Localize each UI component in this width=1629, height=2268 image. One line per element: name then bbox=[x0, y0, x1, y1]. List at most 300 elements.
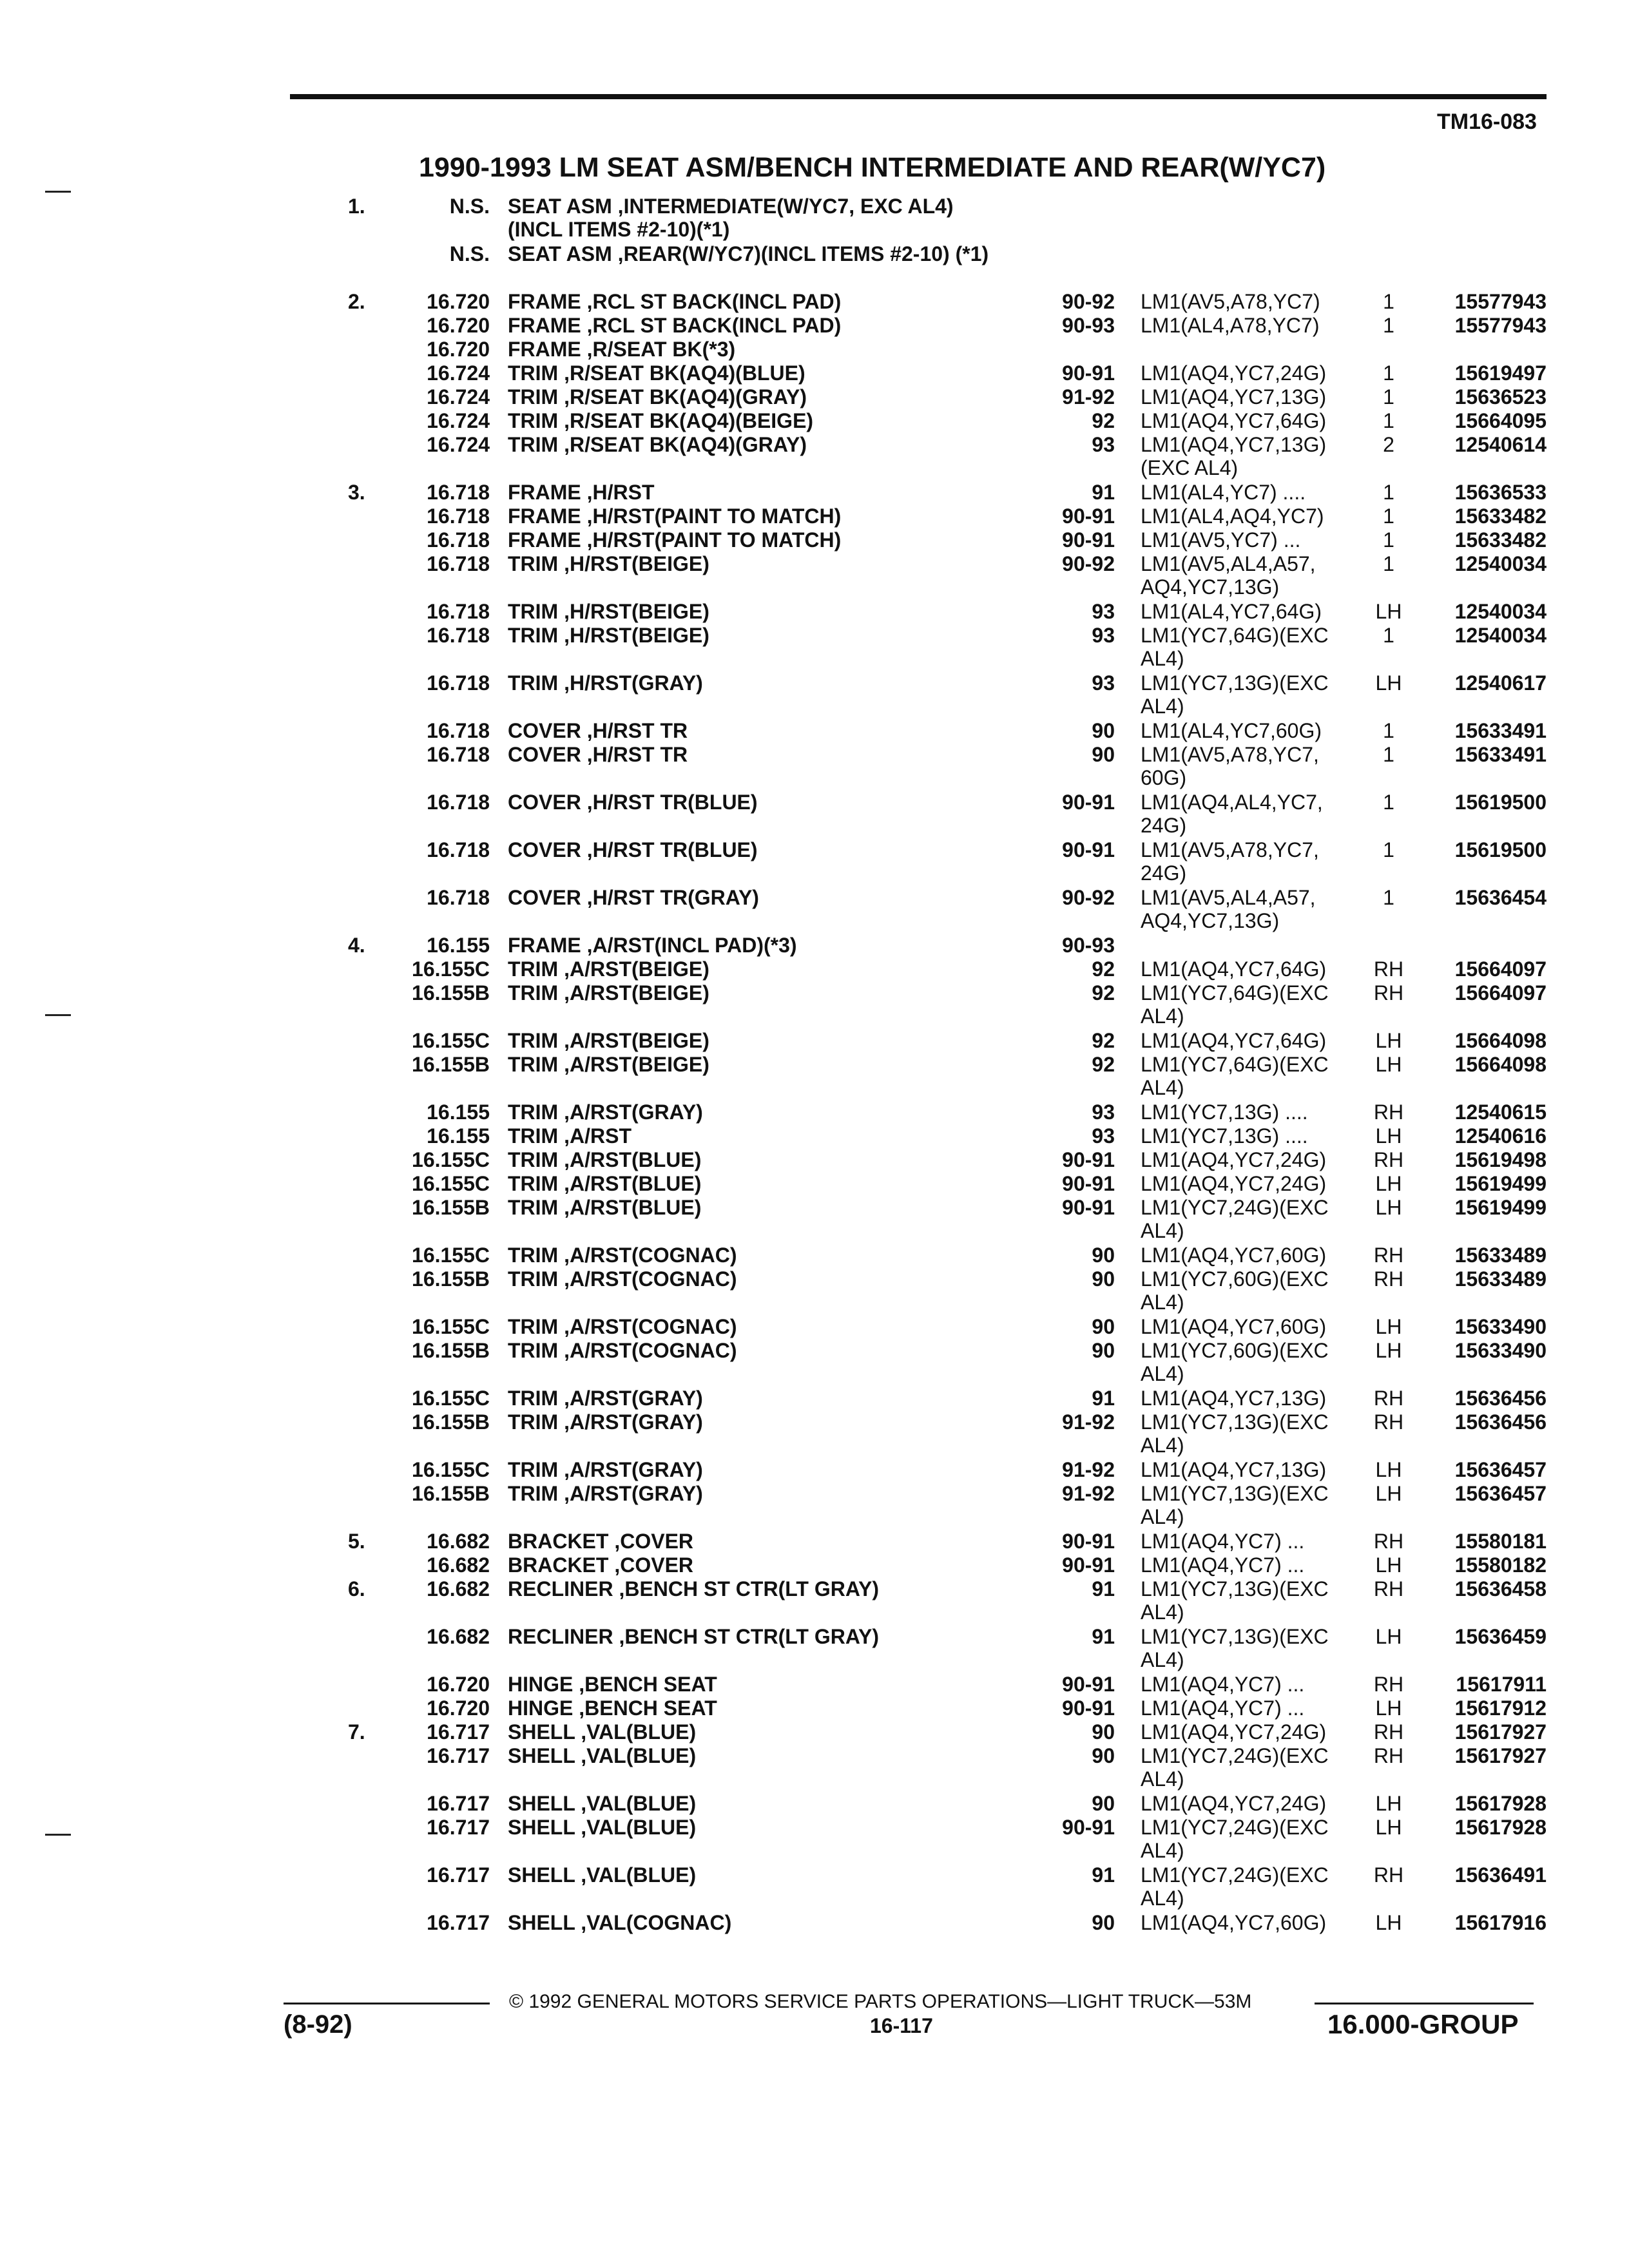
part-number: 12540617 bbox=[1454, 671, 1547, 695]
part-description: COVER ,H/RST TR bbox=[508, 719, 688, 742]
illustration-number: 16.718 bbox=[427, 719, 490, 742]
illustration-number: 16.155B bbox=[412, 1339, 490, 1362]
part-description: COVER ,H/RST TR bbox=[508, 743, 688, 766]
model-years: 90-91 bbox=[1062, 1696, 1115, 1720]
illustration-number: 16.724 bbox=[427, 361, 490, 385]
item-ref: 3. bbox=[348, 481, 365, 504]
part-description: SHELL ,VAL(BLUE) bbox=[508, 1816, 697, 1839]
model-years: 90 bbox=[1092, 1339, 1115, 1362]
usage-codes: LM1(YC7,24G)(EXC AL4) bbox=[1141, 1196, 1329, 1242]
part-number: 15633490 bbox=[1454, 1315, 1547, 1338]
part-number: 15664098 bbox=[1454, 1029, 1547, 1052]
part-number: 15577943 bbox=[1454, 314, 1547, 337]
illustration-number: 16.720 bbox=[427, 290, 490, 313]
quantity: LH bbox=[1375, 1482, 1402, 1505]
illustration-number: 16.717 bbox=[427, 1720, 490, 1744]
table-row bbox=[0, 1148, 1629, 1172]
part-description: TRIM ,A/RST(BEIGE) bbox=[508, 1029, 709, 1052]
usage-codes: LM1(AQ4,YC7,13G) bbox=[1141, 385, 1327, 408]
usage-codes: LM1(AL4,AQ4,YC7) bbox=[1141, 505, 1324, 528]
part-description: COVER ,H/RST TR(BLUE) bbox=[508, 791, 758, 814]
item-ref: 2. bbox=[348, 290, 365, 313]
table-row bbox=[0, 1172, 1629, 1196]
quantity: RH bbox=[1373, 1744, 1404, 1767]
part-description: SHELL ,VAL(BLUE) bbox=[508, 1720, 697, 1744]
part-number: 15636456 bbox=[1454, 1410, 1547, 1434]
usage-codes: LM1(AV5,YC7) ... bbox=[1141, 528, 1301, 552]
quantity: 1 bbox=[1383, 624, 1394, 647]
quantity: RH bbox=[1373, 1100, 1404, 1124]
quantity: RH bbox=[1373, 1244, 1404, 1267]
illustration-number: 16.718 bbox=[427, 624, 490, 647]
part-description: TRIM ,H/RST(GRAY) bbox=[508, 671, 703, 695]
model-years: 90-91 bbox=[1062, 361, 1115, 385]
item-ref: 4. bbox=[348, 934, 365, 957]
table-row bbox=[0, 934, 1629, 957]
illustration-number: 16.155B bbox=[412, 1267, 490, 1291]
part-description: SHELL ,VAL(BLUE) bbox=[508, 1744, 697, 1767]
part-number: 15633491 bbox=[1454, 719, 1547, 742]
table-row bbox=[0, 242, 1629, 290]
part-number: 15664097 bbox=[1454, 981, 1547, 1004]
illustration-number: 16.682 bbox=[427, 1625, 490, 1648]
page-title: 1990-1993 LM SEAT ASM/BENCH INTERMEDIATE AND REAR(W/YC7) bbox=[419, 152, 1326, 183]
table-row bbox=[0, 791, 1629, 838]
quantity: 1 bbox=[1383, 314, 1394, 337]
part-description: TRIM ,A/RST(GRAY) bbox=[508, 1482, 703, 1505]
model-years: 92 bbox=[1092, 409, 1115, 432]
table-row bbox=[0, 1577, 1629, 1625]
table-row bbox=[0, 1196, 1629, 1244]
part-number: 15617928 bbox=[1454, 1792, 1547, 1815]
illustration-number: 16.155 bbox=[427, 1100, 490, 1124]
model-years: 90 bbox=[1092, 719, 1115, 742]
part-number: 15619500 bbox=[1454, 838, 1547, 861]
part-description: TRIM ,R/SEAT BK(AQ4)(GRAY) bbox=[508, 433, 807, 456]
quantity: LH bbox=[1375, 1625, 1402, 1648]
table-row bbox=[0, 1482, 1629, 1530]
table-row bbox=[0, 1792, 1629, 1816]
model-years: 90-91 bbox=[1062, 528, 1115, 552]
table-row bbox=[0, 1124, 1629, 1148]
quantity: RH bbox=[1373, 957, 1404, 981]
model-years: 91 bbox=[1092, 1863, 1115, 1887]
table-row bbox=[0, 1696, 1629, 1720]
illustration-number: 16.155 bbox=[427, 934, 490, 957]
part-number: 15636523 bbox=[1454, 385, 1547, 408]
model-years: 91 bbox=[1092, 1387, 1115, 1410]
part-description: TRIM ,A/RST(COGNAC) bbox=[508, 1244, 737, 1267]
usage-codes: LM1(AV5,A78,YC7, 24G) bbox=[1141, 838, 1319, 885]
part-description: FRAME ,RCL ST BACK(INCL PAD) bbox=[508, 314, 842, 337]
table-row bbox=[0, 361, 1629, 385]
part-number: 15617916 bbox=[1454, 1911, 1547, 1934]
part-number: 15633489 bbox=[1454, 1267, 1547, 1291]
model-years: 91 bbox=[1092, 1625, 1115, 1648]
table-row bbox=[0, 1530, 1629, 1553]
usage-codes: LM1(AQ4,YC7) ... bbox=[1141, 1696, 1305, 1720]
quantity: RH bbox=[1373, 981, 1404, 1004]
quantity: 1 bbox=[1383, 552, 1394, 575]
part-number: 15633489 bbox=[1454, 1244, 1547, 1267]
usage-codes: LM1(YC7,64G)(EXC AL4) bbox=[1141, 981, 1329, 1028]
usage-codes: LM1(YC7,24G)(EXC AL4) bbox=[1141, 1816, 1329, 1862]
table-row bbox=[0, 1458, 1629, 1482]
illustration-number: 16.155C bbox=[412, 1172, 490, 1195]
table-row bbox=[0, 505, 1629, 528]
part-number: 15619498 bbox=[1454, 1148, 1547, 1171]
usage-codes: LM1(YC7,13G)(EXC AL4) bbox=[1141, 1482, 1329, 1528]
usage-codes: LM1(AQ4,YC7,60G) bbox=[1141, 1244, 1327, 1267]
part-number: 15577943 bbox=[1454, 290, 1547, 313]
part-description: SHELL ,VAL(BLUE) bbox=[508, 1792, 697, 1815]
illustration-number: 16.717 bbox=[427, 1744, 490, 1767]
illustration-number: 16.718 bbox=[427, 600, 490, 623]
part-description: FRAME ,H/RST bbox=[508, 481, 655, 504]
part-number: 15664095 bbox=[1454, 409, 1547, 432]
part-number: 15617928 bbox=[1454, 1816, 1547, 1839]
part-number: 15636491 bbox=[1454, 1863, 1547, 1887]
illustration-number: 16.720 bbox=[427, 314, 490, 337]
part-description: COVER ,H/RST TR(BLUE) bbox=[508, 838, 758, 861]
table-row bbox=[0, 481, 1629, 505]
usage-codes: LM1(AQ4,YC7) ... bbox=[1141, 1530, 1305, 1553]
part-description: BRACKET ,COVER bbox=[508, 1530, 694, 1553]
usage-codes: LM1(AL4,YC7,64G) bbox=[1141, 600, 1322, 623]
part-number: 15664097 bbox=[1454, 957, 1547, 981]
usage-codes: LM1(AQ4,YC7,64G) bbox=[1141, 957, 1327, 981]
usage-codes: LM1(YC7,13G) .... bbox=[1141, 1124, 1308, 1148]
usage-codes: LM1(AV5,A78,YC7) bbox=[1141, 290, 1320, 313]
part-description: TRIM ,A/RST(COGNAC) bbox=[508, 1339, 737, 1362]
model-years: 90-91 bbox=[1062, 1148, 1115, 1171]
part-number: 15619499 bbox=[1454, 1196, 1547, 1219]
model-years: 90-91 bbox=[1062, 1553, 1115, 1577]
part-number: 15619499 bbox=[1454, 1172, 1547, 1195]
usage-codes: LM1(AQ4,YC7) ... bbox=[1141, 1553, 1305, 1577]
margin-mark bbox=[45, 191, 71, 193]
part-description: FRAME ,RCL ST BACK(INCL PAD) bbox=[508, 290, 842, 313]
part-description: RECLINER ,BENCH ST CTR(LT GRAY) bbox=[508, 1625, 879, 1648]
footer-rule-right bbox=[1315, 2003, 1534, 2004]
illustration-number: 16.718 bbox=[427, 528, 490, 552]
model-years: 90-93 bbox=[1062, 934, 1115, 957]
part-number: 15636454 bbox=[1454, 886, 1547, 909]
model-years: 90 bbox=[1092, 743, 1115, 766]
model-years: 90-91 bbox=[1062, 1673, 1115, 1696]
quantity: RH bbox=[1373, 1267, 1404, 1291]
table-row bbox=[0, 600, 1629, 624]
model-years: 93 bbox=[1092, 624, 1115, 647]
part-description: BRACKET ,COVER bbox=[508, 1553, 694, 1577]
footer-rule-left bbox=[284, 2003, 490, 2004]
quantity: LH bbox=[1375, 1792, 1402, 1815]
quantity: LH bbox=[1375, 1816, 1402, 1839]
illustration-number: 16.155C bbox=[412, 1244, 490, 1267]
item-ref: 5. bbox=[348, 1530, 365, 1553]
usage-codes: LM1(AQ4,YC7,64G) bbox=[1141, 409, 1327, 432]
part-number: 15617912 bbox=[1454, 1696, 1547, 1720]
part-number: 15617911 bbox=[1456, 1673, 1547, 1696]
part-description: TRIM ,H/RST(BEIGE) bbox=[508, 624, 709, 647]
usage-codes: LM1(YC7,13G)(EXC AL4) bbox=[1141, 671, 1329, 718]
part-number: 15619500 bbox=[1454, 791, 1547, 814]
usage-codes: LM1(AL4,A78,YC7) bbox=[1141, 314, 1320, 337]
part-description: FRAME ,R/SEAT BK(*3) bbox=[508, 338, 736, 361]
part-description: SEAT ASM ,REAR(W/YC7)(INCL ITEMS #2-10) (*1) bbox=[508, 242, 989, 265]
usage-codes: LM1(AQ4,YC7) ... bbox=[1141, 1673, 1305, 1696]
part-number: 15619497 bbox=[1454, 361, 1547, 385]
table-row bbox=[0, 1816, 1629, 1863]
table-row bbox=[0, 1720, 1629, 1744]
usage-codes: LM1(YC7,24G)(EXC AL4) bbox=[1141, 1863, 1329, 1910]
part-description: TRIM ,A/RST(BEIGE) bbox=[508, 981, 709, 1004]
usage-codes: LM1(YC7,64G)(EXC AL4) bbox=[1141, 624, 1329, 670]
part-number: 15580182 bbox=[1454, 1553, 1547, 1577]
illustration-number: 16.718 bbox=[427, 791, 490, 814]
illustration-number: 16.718 bbox=[427, 671, 490, 695]
model-years: 90 bbox=[1092, 1792, 1115, 1815]
illustration-number: 16.155B bbox=[412, 1410, 490, 1434]
part-number: 15617927 bbox=[1454, 1744, 1547, 1767]
model-years: 93 bbox=[1092, 1100, 1115, 1124]
quantity: RH bbox=[1373, 1673, 1404, 1696]
model-years: 92 bbox=[1092, 1029, 1115, 1052]
illustration-number: 16.155C bbox=[412, 1387, 490, 1410]
model-years: 91-92 bbox=[1062, 1458, 1115, 1481]
quantity: LH bbox=[1375, 1458, 1402, 1481]
part-number: 12540034 bbox=[1454, 552, 1547, 575]
table-row bbox=[0, 838, 1629, 886]
usage-codes: LM1(AQ4,YC7,13G) (EXC AL4) bbox=[1141, 433, 1327, 479]
illustration-number: 16.717 bbox=[427, 1911, 490, 1934]
part-number: 15636458 bbox=[1454, 1577, 1547, 1600]
item-ref: 6. bbox=[348, 1577, 365, 1600]
part-description: TRIM ,A/RST(BLUE) bbox=[508, 1196, 702, 1219]
model-years: 91-92 bbox=[1062, 1410, 1115, 1434]
part-description: FRAME ,H/RST(PAINT TO MATCH) bbox=[508, 528, 842, 552]
part-description: TRIM ,H/RST(BEIGE) bbox=[508, 552, 709, 575]
illustration-number: 16.718 bbox=[427, 743, 490, 766]
illustration-number: 16.718 bbox=[427, 505, 490, 528]
part-number: 15633482 bbox=[1454, 505, 1547, 528]
part-description: TRIM ,R/SEAT BK(AQ4)(BLUE) bbox=[508, 361, 805, 385]
model-years: 90-91 bbox=[1062, 505, 1115, 528]
illustration-number: 16.718 bbox=[427, 838, 490, 861]
document-number: TM16-083 bbox=[1437, 110, 1537, 134]
table-row bbox=[0, 1315, 1629, 1339]
part-description: TRIM ,R/SEAT BK(AQ4)(GRAY) bbox=[508, 385, 807, 408]
part-number: 15636459 bbox=[1454, 1625, 1547, 1648]
table-row bbox=[0, 1100, 1629, 1124]
illustration-number: 16.155C bbox=[412, 957, 490, 981]
illustration-number: N.S. bbox=[449, 195, 490, 218]
quantity: RH bbox=[1373, 1577, 1404, 1600]
quantity: RH bbox=[1373, 1530, 1404, 1553]
quantity: 1 bbox=[1383, 481, 1394, 504]
table-row bbox=[0, 719, 1629, 743]
part-description: COVER ,H/RST TR(GRAY) bbox=[508, 886, 759, 909]
part-number: 15633491 bbox=[1454, 743, 1547, 766]
footer-page-number: 16-117 bbox=[870, 2014, 933, 2037]
quantity: LH bbox=[1375, 1339, 1402, 1362]
part-description: HINGE ,BENCH SEAT bbox=[508, 1673, 717, 1696]
quantity: LH bbox=[1375, 600, 1402, 623]
usage-codes: LM1(AQ4,YC7,64G) bbox=[1141, 1029, 1327, 1052]
illustration-number: 16.717 bbox=[427, 1792, 490, 1815]
quantity: LH bbox=[1375, 1696, 1402, 1720]
quantity: LH bbox=[1375, 1029, 1402, 1052]
illustration-number: 16.717 bbox=[427, 1816, 490, 1839]
usage-codes: LM1(AV5,A78,YC7, 60G) bbox=[1141, 743, 1319, 789]
table-row bbox=[0, 290, 1629, 314]
model-years: 90-93 bbox=[1062, 314, 1115, 337]
part-description: TRIM ,A/RST(GRAY) bbox=[508, 1387, 703, 1410]
model-years: 92 bbox=[1092, 981, 1115, 1004]
part-description: TRIM ,A/RST(BEIGE) bbox=[508, 1053, 709, 1076]
illustration-number: 16.155B bbox=[412, 1482, 490, 1505]
quantity: 1 bbox=[1383, 791, 1394, 814]
usage-codes: LM1(AL4,YC7,60G) bbox=[1141, 719, 1322, 742]
part-number: 15636456 bbox=[1454, 1387, 1547, 1410]
usage-codes: LM1(YC7,60G)(EXC AL4) bbox=[1141, 1267, 1329, 1314]
illustration-number: 16.724 bbox=[427, 409, 490, 432]
model-years: 90-92 bbox=[1062, 290, 1115, 313]
quantity: 1 bbox=[1383, 409, 1394, 432]
model-years: 93 bbox=[1092, 671, 1115, 695]
illustration-number: 16.720 bbox=[427, 1696, 490, 1720]
illustration-number: 16.717 bbox=[427, 1863, 490, 1887]
part-number: 12540615 bbox=[1454, 1100, 1547, 1124]
part-description: FRAME ,A/RST(INCL PAD)(*3) bbox=[508, 934, 797, 957]
usage-codes: LM1(AL4,YC7) .... bbox=[1141, 481, 1306, 504]
model-years: 90-92 bbox=[1062, 552, 1115, 575]
illustration-number: 16.720 bbox=[427, 338, 490, 361]
illustration-number: 16.724 bbox=[427, 385, 490, 408]
usage-codes: LM1(AQ4,YC7,24G) bbox=[1141, 1148, 1327, 1171]
usage-codes: LM1(AQ4,YC7,13G) bbox=[1141, 1458, 1327, 1481]
table-row bbox=[0, 433, 1629, 481]
part-description: FRAME ,H/RST(PAINT TO MATCH) bbox=[508, 505, 842, 528]
illustration-number: 16.720 bbox=[427, 1673, 490, 1696]
quantity: 2 bbox=[1383, 433, 1394, 456]
table-row bbox=[0, 1673, 1629, 1696]
part-description: RECLINER ,BENCH ST CTR(LT GRAY) bbox=[508, 1577, 879, 1600]
part-description: TRIM ,A/RST(BLUE) bbox=[508, 1172, 702, 1195]
usage-codes: LM1(AQ4,YC7,24G) bbox=[1141, 1172, 1327, 1195]
quantity: LH bbox=[1375, 1315, 1402, 1338]
usage-codes: LM1(YC7,60G)(EXC AL4) bbox=[1141, 1339, 1329, 1385]
model-years: 91 bbox=[1092, 1577, 1115, 1600]
part-number: 15633490 bbox=[1454, 1339, 1547, 1362]
part-description: TRIM ,A/RST(GRAY) bbox=[508, 1100, 703, 1124]
footer-group: 16.000-GROUP bbox=[1327, 2009, 1519, 2039]
model-years: 90-92 bbox=[1062, 886, 1115, 909]
illustration-number: 16.682 bbox=[427, 1553, 490, 1577]
illustration-number: 16.155 bbox=[427, 1124, 490, 1148]
illustration-number: 16.155C bbox=[412, 1458, 490, 1481]
illustration-number: 16.724 bbox=[427, 433, 490, 456]
quantity: LH bbox=[1375, 1911, 1402, 1934]
model-years: 90 bbox=[1092, 1720, 1115, 1744]
table-row bbox=[0, 981, 1629, 1029]
quantity: RH bbox=[1373, 1863, 1404, 1887]
illustration-number: 16.155C bbox=[412, 1148, 490, 1171]
table-row bbox=[0, 1267, 1629, 1315]
part-number: 15636457 bbox=[1454, 1458, 1547, 1481]
table-row bbox=[0, 552, 1629, 600]
model-years: 90-91 bbox=[1062, 1816, 1115, 1839]
table-row bbox=[0, 743, 1629, 791]
model-years: 90 bbox=[1092, 1744, 1115, 1767]
part-number: 12540616 bbox=[1454, 1124, 1547, 1148]
model-years: 90-91 bbox=[1062, 838, 1115, 861]
quantity: 1 bbox=[1383, 528, 1394, 552]
model-years: 91-92 bbox=[1062, 1482, 1115, 1505]
usage-codes: LM1(AQ4,YC7,24G) bbox=[1141, 361, 1327, 385]
usage-codes: LM1(AQ4,YC7,24G) bbox=[1141, 1792, 1327, 1815]
usage-codes: LM1(AQ4,YC7,13G) bbox=[1141, 1387, 1327, 1410]
table-row bbox=[0, 886, 1629, 934]
part-description: SHELL ,VAL(BLUE) bbox=[508, 1863, 697, 1887]
part-number: 12540034 bbox=[1454, 600, 1547, 623]
item-ref: 7. bbox=[348, 1720, 365, 1744]
table-row bbox=[0, 1744, 1629, 1792]
illustration-number: 16.155C bbox=[412, 1315, 490, 1338]
part-description: TRIM ,A/RST(GRAY) bbox=[508, 1410, 703, 1434]
part-description: TRIM ,A/RST(BLUE) bbox=[508, 1148, 702, 1171]
model-years: 90-91 bbox=[1062, 1530, 1115, 1553]
usage-codes: LM1(YC7,13G) .... bbox=[1141, 1100, 1308, 1124]
part-description: SHELL ,VAL(COGNAC) bbox=[508, 1911, 732, 1934]
illustration-number: 16.718 bbox=[427, 886, 490, 909]
model-years: 93 bbox=[1092, 433, 1115, 456]
table-row bbox=[0, 409, 1629, 433]
item-ref: 1. bbox=[348, 195, 365, 218]
quantity: RH bbox=[1373, 1387, 1404, 1410]
part-number: 15633482 bbox=[1454, 528, 1547, 552]
model-years: 92 bbox=[1092, 957, 1115, 981]
part-description: TRIM ,R/SEAT BK(AQ4)(BEIGE) bbox=[508, 409, 814, 432]
quantity: 1 bbox=[1383, 290, 1394, 313]
usage-codes: LM1(AV5,AL4,A57, AQ4,YC7,13G) bbox=[1141, 886, 1316, 932]
usage-codes: LM1(YC7,64G)(EXC AL4) bbox=[1141, 1053, 1329, 1099]
part-description: TRIM ,A/RST(GRAY) bbox=[508, 1458, 703, 1481]
illustration-number: 16.155B bbox=[412, 1196, 490, 1219]
model-years: 90-91 bbox=[1062, 1172, 1115, 1195]
part-number: 12540614 bbox=[1454, 433, 1547, 456]
table-row bbox=[0, 1244, 1629, 1267]
footer-copyright: © 1992 GENERAL MOTORS SERVICE PARTS OPERATIONS—LIGHT TRUCK—53M bbox=[509, 1991, 1252, 2012]
quantity: 1 bbox=[1383, 719, 1394, 742]
usage-codes: LM1(YC7,13G)(EXC AL4) bbox=[1141, 1577, 1329, 1624]
table-row bbox=[0, 385, 1629, 409]
quantity: LH bbox=[1375, 1053, 1402, 1076]
quantity: 1 bbox=[1383, 886, 1394, 909]
part-description: TRIM ,A/RST(BEIGE) bbox=[508, 957, 709, 981]
model-years: 91-92 bbox=[1062, 385, 1115, 408]
table-row bbox=[0, 1029, 1629, 1053]
part-number: 15580181 bbox=[1454, 1530, 1547, 1553]
table-row bbox=[0, 1553, 1629, 1577]
part-number: 15664098 bbox=[1454, 1053, 1547, 1076]
model-years: 90 bbox=[1092, 1244, 1115, 1267]
model-years: 91 bbox=[1092, 481, 1115, 504]
illustration-number: 16.718 bbox=[427, 481, 490, 504]
quantity: LH bbox=[1375, 1172, 1402, 1195]
illustration-number: 16.682 bbox=[427, 1530, 490, 1553]
usage-codes: LM1(AQ4,YC7,24G) bbox=[1141, 1720, 1327, 1744]
